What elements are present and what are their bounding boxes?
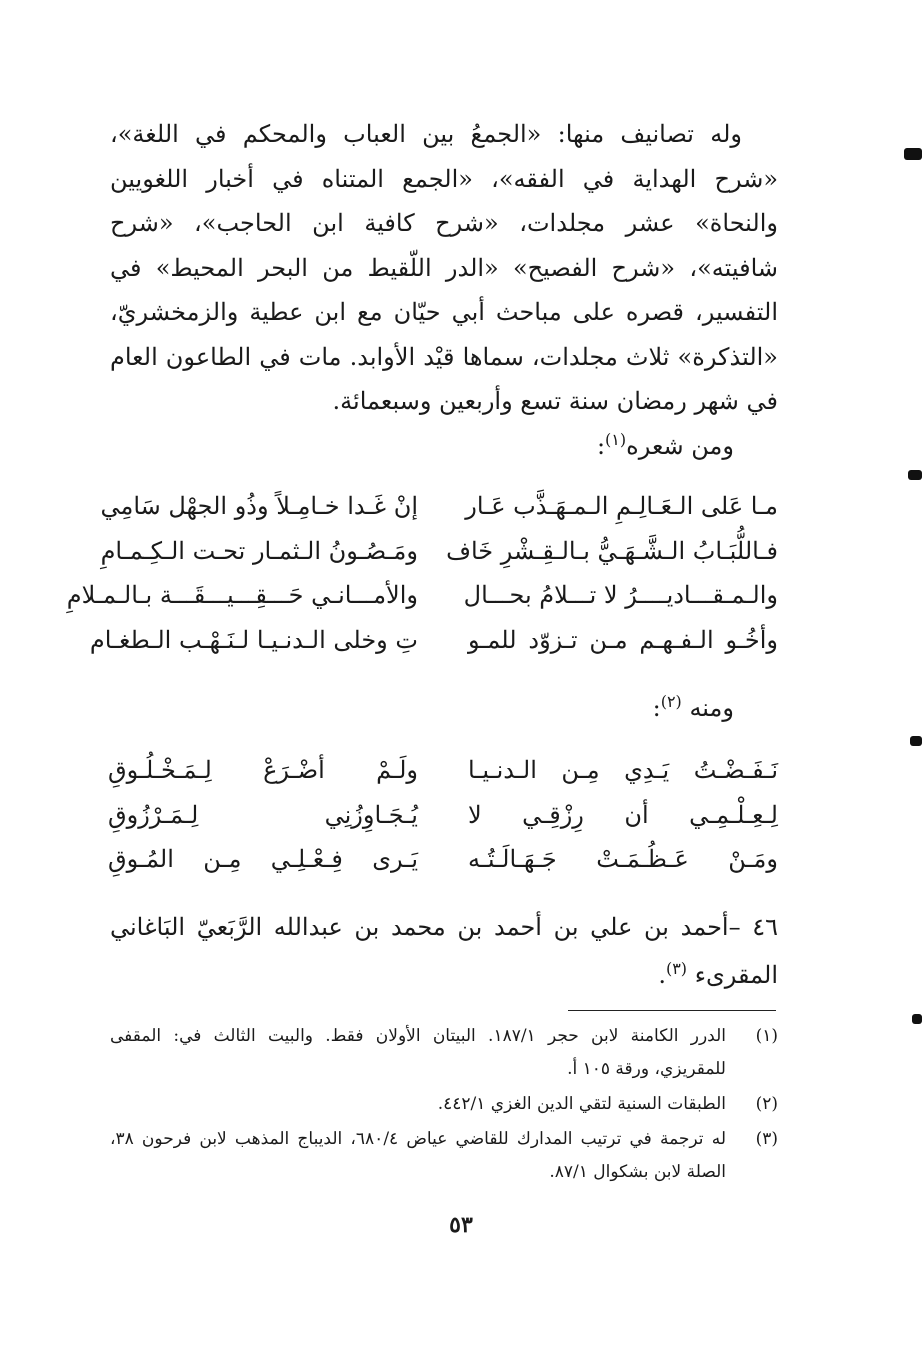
entry-note-ref: (٣)	[665, 959, 688, 978]
verse-left-hemistich: يُـجَـاوِزُنِي لِـمَـرْزُوقِ	[108, 800, 418, 829]
poem2-verse	[108, 837, 778, 882]
poem1-verse	[100, 529, 778, 574]
verse-left-hemistich: والأمـــانـي حَـــقِـــيـــقَـــة بـالـمـلامِ	[66, 581, 418, 610]
verse-left-hemistich: ولَـمْ أضْـرَعْ لِـمَـخْـلُـوقِ	[108, 756, 418, 785]
poem2-heading	[653, 682, 734, 728]
verse-right-hemistich: ومَـنْ عَـظُـمَـتْ جَـهَـالَـتُـه	[468, 845, 778, 874]
poem1-intro: ومن شعره	[626, 432, 734, 460]
entry-end: .	[658, 961, 666, 989]
scan-binding-mark	[910, 736, 922, 746]
poem2-verse	[108, 748, 778, 793]
poem1-verse	[66, 573, 778, 618]
footnote-number: (١)	[755, 1026, 778, 1046]
footnote-number: (٢)	[755, 1094, 778, 1114]
verse-left-hemistich: تِ وخلى الـدنـيـا لـنَـهْـب الـطغـام	[89, 625, 418, 654]
entry-name: أحمد بن علي بن أحمد بن محمد بن عبدالله الرَّبَعيّ البَاغاني المقرىء	[110, 913, 778, 989]
poem1-verse	[89, 618, 778, 663]
entry-number: ٤٦	[752, 913, 778, 941]
verse-right-hemistich: فـاللُّبَـابُ الـشَّـهَـيُّ بـالـقِـشْرِ خَاف	[446, 536, 778, 565]
footnotes	[110, 1020, 778, 1191]
scan-binding-mark	[912, 1014, 922, 1024]
footnote	[110, 1123, 778, 1189]
poem2-note-ref: (٢)	[660, 692, 682, 711]
poem1	[66, 484, 778, 662]
footnote-separator	[568, 1010, 776, 1011]
poem1-verse	[100, 484, 778, 529]
paragraph-text: وله تصانيف منها: «الجمعُ بين العباب والمحكم في اللغة»، «شرح الهداية في الفقه»، «الجمع المتناه في أخبار اللغويين والنحاة» عشر مجلدات، «شرح كافية ابن الحاجب»، «شرح شافيته»، «شرح الفصيح» «الدر اللّقيط من البحر المحيط» في التفسير، قصره على مباحث أبي حيّان مع ابن عطية والزمخشريّ، «التذكرة» ثلاث مجلدات، سماها قيْد الأوابد. مات في الطاعون العام في شهر رمضان سنة تسع وأربعين وسبعمائة.	[110, 120, 778, 415]
poem2-intro: ومنه	[689, 694, 734, 722]
footnote	[110, 1020, 778, 1086]
poem2-verse	[108, 793, 778, 838]
footnote-text: له ترجمة في ترتيب المدارك للقاضي عياض ٦٨٠/٤، الديباج المذهب لابن فرحون ٣٨، الصلة لابن بشكوال ٨٧/١.	[110, 1129, 726, 1182]
verse-left-hemistich: ومَـصُـونُ الـثمـار تحـت الـكِـمـامِ	[100, 536, 418, 565]
entry-dash: –	[728, 913, 741, 941]
verse-right-hemistich: لِـعِـلْـمِـي أن رِزْقِـي لا	[468, 800, 778, 829]
biography-entry-heading	[110, 906, 778, 996]
scan-binding-mark	[908, 470, 922, 480]
footnote	[110, 1088, 778, 1121]
biography-paragraph	[110, 112, 778, 424]
poem2	[108, 748, 778, 882]
verse-right-hemistich: مـا عَلى الـعَـالِـمِ الـمـهَـذَّب عَـار	[465, 492, 778, 521]
footnote-text: الدرر الكامنة لابن حجر ١٨٧/١. البيتان الأولان فقط. والبيت الثالث في: المقفى للمقريزي، ورقة ١٠٥ أ.	[110, 1026, 726, 1079]
verse-left-hemistich: يَـرى فِـعْـلِـي مِـن المُـوقِ	[108, 845, 418, 874]
poem2-intro-colon: :	[652, 694, 661, 722]
scan-binding-mark	[904, 148, 922, 160]
poem1-intro-colon: :	[596, 432, 606, 460]
poem1-heading	[597, 420, 734, 466]
verse-left-hemistich: إنْ غَـدا خـامِـلاً وذُو الجهْل سَامِي	[100, 492, 418, 521]
footnote-text: الطبقات السنية لتقي الدين الغزي ٤٤٢/١.	[437, 1094, 726, 1114]
verse-right-hemistich: وأخُـو الـفـهـم مـن تـزوّد للمـو	[468, 625, 778, 654]
verse-right-hemistich: نَـفَـضْـتُ يَـدِي مِـن الـدنـيـا	[468, 756, 778, 785]
footnote-number: (٣)	[755, 1129, 778, 1149]
page-number: ٥٣	[449, 1212, 473, 1238]
verse-right-hemistich: والـمـقـــاديــــرُ لا تـــلامُ بحـــال	[463, 581, 778, 610]
poem1-note-ref: (١)	[605, 430, 627, 449]
